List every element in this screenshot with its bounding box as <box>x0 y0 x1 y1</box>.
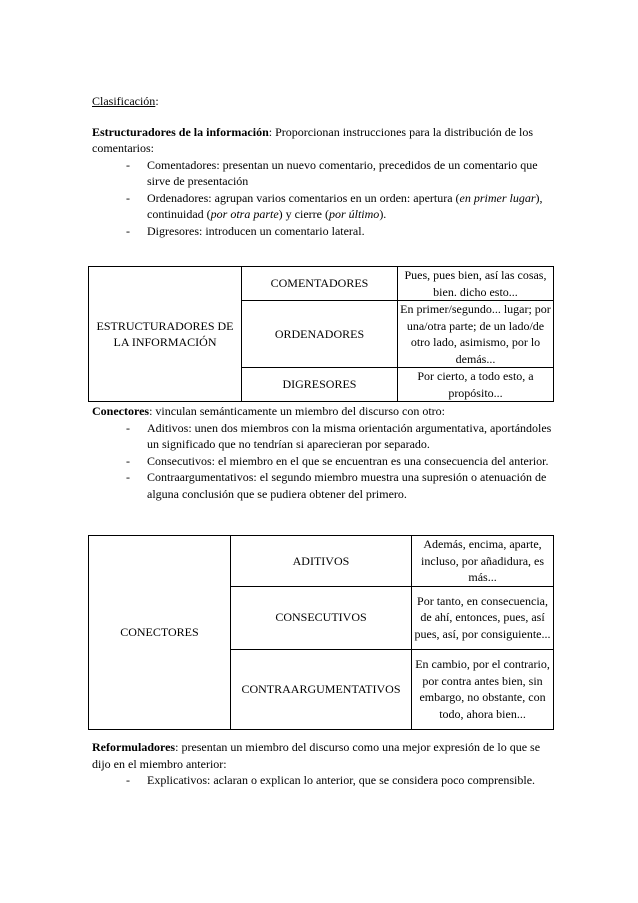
examples-cell: Por tanto, en consecuencia, de ahí, entonces, pues, así pues, así, por consiguiente... <box>412 586 554 649</box>
section-conectores <box>92 403 552 502</box>
type-cell: COMENTADORES <box>241 267 397 301</box>
examples-cell: En cambio, por el contrario, por contra antes bien, sin embargo, no obstante, con todo, ahora bien... <box>412 649 554 729</box>
examples-cell: Por cierto, a todo esto, a propósito... <box>397 368 553 402</box>
section-estructuradores <box>92 93 552 239</box>
section-reformuladores <box>92 739 552 789</box>
examples-cell: En primer/segundo... lugar; por una/otra parte; de un lado/de otro lado, asimismo, por lo demás... <box>397 301 553 368</box>
examples-cell: Además, encima, aparte, incluso, por añadidura, es más... <box>412 536 554 587</box>
group-cell: ESTRUCTURADORES DE LA INFORMACIÓN <box>89 267 242 402</box>
list-item: - Comentadores: presentan un nuevo comentario, precedidos de un comentario que sirve de presentación <box>126 157 538 188</box>
conectores-paragraph: Conectores: vinculan semánticamente un miembro del discurso con otro: <box>92 404 446 418</box>
conectores-title: Conectores <box>92 404 150 418</box>
examples-cell: Pues, pues bien, así las cosas, bien. dicho esto... <box>397 267 553 301</box>
estructuradores-title: Estructuradores de la información <box>92 124 269 139</box>
reformuladores-list <box>92 772 552 789</box>
type-cell: CONTRAARGUMENTATIVOS <box>230 649 411 729</box>
type-cell: CONSECUTIVOS <box>230 586 411 649</box>
conectores-list <box>92 420 552 503</box>
reformuladores-title: Reformuladores <box>92 740 176 754</box>
classification-heading: Clasificación: <box>92 94 159 108</box>
table-row <box>89 267 554 301</box>
conectores-table <box>88 535 554 730</box>
list-item: - Explicativos: aclaran o explican lo anterior, que se considera poco comprensible. <box>126 773 536 787</box>
type-cell: ORDENADORES <box>241 301 397 368</box>
list-item: - Consecutivos: el miembro en el que se encuentran es una consecuencia del anterior. <box>126 453 549 468</box>
type-cell: ADITIVOS <box>230 536 411 587</box>
reformuladores-paragraph: Reformuladores: presentan un miembro del discurso como una mejor expresión de lo que se dijo en el miembro anterior: <box>92 740 541 771</box>
list-item: - Contraargumentativos: el segundo miembro muestra una supresión o atenuación de alguna conclusión que se pudiera obtener del primero. <box>126 470 547 501</box>
list-item: - Digresores: introducen un comentario lateral. <box>126 223 365 238</box>
list-item: - Aditivos: unen dos miembros con la misma orientación argumentativa, aportándoles un significado que no tendrían si aparecieran por separado. <box>126 420 552 451</box>
estructuradores-table <box>88 266 554 402</box>
type-cell: DIGRESORES <box>241 368 397 402</box>
group-cell: CONECTORES <box>89 536 231 730</box>
estructuradores-paragraph: Estructuradores de la información: Proporcionan instrucciones para la distribución de los comentarios: <box>92 124 534 155</box>
table-row <box>89 536 554 587</box>
list-item: - Ordenadores: agrupan varios comentarios en un orden: apertura (en primer lugar), continuidad (por otra parte) y cierre (por último). <box>126 190 543 221</box>
estructuradores-list <box>92 157 552 240</box>
